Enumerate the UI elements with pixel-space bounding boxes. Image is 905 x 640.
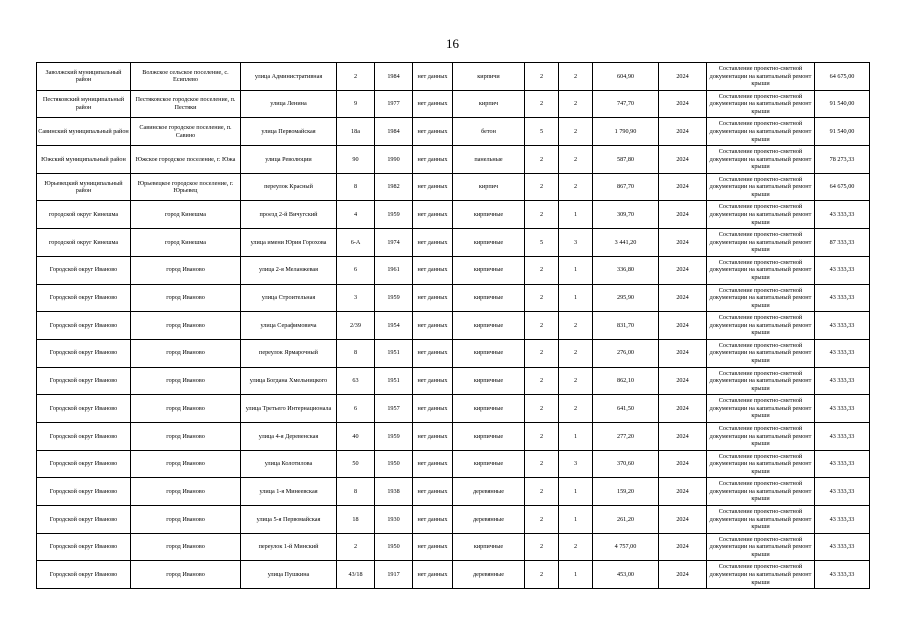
cell-floors: 2 [525, 146, 559, 174]
cell-work-type: Составление проектно-сметной документации на капитальный ремонт крыши [707, 284, 815, 312]
cell-municipality: Городской округ Иваново [37, 339, 131, 367]
cell-municipality: Южский муниципальный район [37, 146, 131, 174]
cell-settlement: город Кинешма [131, 229, 241, 257]
cell-settlement: город Иваново [131, 561, 241, 589]
cell-house: 18а [337, 118, 375, 146]
cell-settlement: город Иваново [131, 395, 241, 423]
cell-cost: 91 540,00 [815, 118, 870, 146]
table-row [37, 450, 870, 478]
cell-area: 862,10 [593, 367, 659, 395]
cell-municipality: Городской округ Иваново [37, 367, 131, 395]
cell-year-plan: 2024 [659, 256, 707, 284]
cell-area: 295,90 [593, 284, 659, 312]
cell-wall-material: кирпичные [453, 229, 525, 257]
cell-settlement: город Иваново [131, 422, 241, 450]
cell-year-plan: 2024 [659, 118, 707, 146]
cell-cost: 43 333,33 [815, 339, 870, 367]
cell-house: 18 [337, 506, 375, 534]
cell-street: улица 2-я Меланжевая [241, 256, 337, 284]
cell-year-plan: 2024 [659, 367, 707, 395]
table-body [37, 63, 870, 589]
cell-floors: 2 [525, 395, 559, 423]
cell-municipality: Городской округ Иваново [37, 533, 131, 561]
cell-street: переулок 1-й Минский [241, 533, 337, 561]
table-row [37, 339, 870, 367]
table-row [37, 478, 870, 506]
cell-year-repair: нет данных [413, 561, 453, 589]
cell-area: 3 441,20 [593, 229, 659, 257]
cell-year-repair: нет данных [413, 422, 453, 450]
cell-house: 90 [337, 146, 375, 174]
cell-year-plan: 2024 [659, 63, 707, 91]
cell-year-plan: 2024 [659, 201, 707, 229]
cell-year-built: 1959 [375, 201, 413, 229]
cell-year-repair: нет данных [413, 339, 453, 367]
cell-street: проезд 2-й Вичугский [241, 201, 337, 229]
cell-street: улица имени Юрия Горохова [241, 229, 337, 257]
cell-cost: 43 333,33 [815, 422, 870, 450]
cell-entrances: 2 [559, 90, 593, 118]
cell-work-type: Составление проектно-сметной документации на капитальный ремонт крыши [707, 146, 815, 174]
cell-area: 1 790,90 [593, 118, 659, 146]
cell-floors: 2 [525, 450, 559, 478]
cell-street: улица Революции [241, 146, 337, 174]
cell-entrances: 1 [559, 256, 593, 284]
cell-work-type: Составление проектно-сметной документации на капитальный ремонт крыши [707, 506, 815, 534]
cell-house: 6 [337, 395, 375, 423]
cell-entrances: 2 [559, 312, 593, 340]
cell-cost: 43 333,33 [815, 256, 870, 284]
cell-floors: 2 [525, 478, 559, 506]
cell-work-type: Составление проектно-сметной документации на капитальный ремонт крыши [707, 118, 815, 146]
cell-cost: 43 333,33 [815, 533, 870, 561]
cell-year-plan: 2024 [659, 506, 707, 534]
table-row [37, 506, 870, 534]
cell-area: 641,50 [593, 395, 659, 423]
cell-settlement: город Иваново [131, 533, 241, 561]
cell-municipality: Городской округ Иваново [37, 422, 131, 450]
cell-year-plan: 2024 [659, 146, 707, 174]
page-number: 16 [446, 36, 459, 51]
cell-work-type: Составление проектно-сметной документации на капитальный ремонт крыши [707, 478, 815, 506]
cell-entrances: 1 [559, 561, 593, 589]
cell-year-repair: нет данных [413, 284, 453, 312]
cell-wall-material: деревянные [453, 561, 525, 589]
table-row [37, 146, 870, 174]
cell-street: переулок Красный [241, 173, 337, 201]
cell-entrances: 2 [559, 367, 593, 395]
cell-year-repair: нет данных [413, 506, 453, 534]
cell-street: улица Третьего Интернационала [241, 395, 337, 423]
cell-year-built: 1984 [375, 63, 413, 91]
table-row [37, 63, 870, 91]
cell-year-plan: 2024 [659, 284, 707, 312]
cell-settlement: город Кинешма [131, 201, 241, 229]
table-row [37, 395, 870, 423]
cell-area: 587,80 [593, 146, 659, 174]
cell-year-repair: нет данных [413, 201, 453, 229]
cell-wall-material: кирпич [453, 90, 525, 118]
cell-cost: 43 333,33 [815, 478, 870, 506]
cell-year-plan: 2024 [659, 478, 707, 506]
cell-municipality: Городской округ Иваново [37, 450, 131, 478]
cell-year-repair: нет данных [413, 312, 453, 340]
cell-street: переулок Ярмарочный [241, 339, 337, 367]
cell-wall-material: кирпич [453, 173, 525, 201]
cell-cost: 64 675,00 [815, 63, 870, 91]
cell-street: улица 4-я Деревенская [241, 422, 337, 450]
cell-street: улица Богдана Хмельницкого [241, 367, 337, 395]
cell-entrances: 1 [559, 506, 593, 534]
cell-municipality: Городской округ Иваново [37, 478, 131, 506]
cell-wall-material: кирпичные [453, 284, 525, 312]
cell-municipality: Городской округ Иваново [37, 256, 131, 284]
cell-municipality: Городской округ Иваново [37, 284, 131, 312]
cell-floors: 2 [525, 339, 559, 367]
cell-street: улица Административная [241, 63, 337, 91]
cell-floors: 2 [525, 506, 559, 534]
cell-year-repair: нет данных [413, 478, 453, 506]
cell-year-plan: 2024 [659, 229, 707, 257]
cell-year-built: 1977 [375, 90, 413, 118]
cell-entrances: 2 [559, 533, 593, 561]
cell-wall-material: кирпичные [453, 395, 525, 423]
cell-settlement: город Иваново [131, 284, 241, 312]
cell-year-built: 1961 [375, 256, 413, 284]
cell-year-built: 1951 [375, 367, 413, 395]
cell-year-built: 1959 [375, 284, 413, 312]
cell-cost: 87 333,33 [815, 229, 870, 257]
cell-year-plan: 2024 [659, 422, 707, 450]
cell-house: 2/39 [337, 312, 375, 340]
cell-entrances: 3 [559, 229, 593, 257]
cell-municipality: Заволжский муниципальный район [37, 63, 131, 91]
cell-year-plan: 2024 [659, 395, 707, 423]
cell-entrances: 2 [559, 118, 593, 146]
cell-entrances: 2 [559, 146, 593, 174]
cell-street: улица Ленина [241, 90, 337, 118]
table-row [37, 90, 870, 118]
cell-house: 50 [337, 450, 375, 478]
cell-settlement: город Иваново [131, 450, 241, 478]
cell-cost: 43 333,33 [815, 284, 870, 312]
cell-cost: 43 333,33 [815, 450, 870, 478]
cell-area: 4 757,00 [593, 533, 659, 561]
cell-year-built: 1917 [375, 561, 413, 589]
cell-street: улица Серафимовича [241, 312, 337, 340]
cell-year-built: 1982 [375, 173, 413, 201]
cell-year-repair: нет данных [413, 367, 453, 395]
cell-work-type: Составление проектно-сметной документации на капитальный ремонт крыши [707, 256, 815, 284]
cell-area: 453,00 [593, 561, 659, 589]
cell-wall-material: кирпичные [453, 339, 525, 367]
table-row [37, 118, 870, 146]
cell-area: 604,90 [593, 63, 659, 91]
cell-entrances: 2 [559, 63, 593, 91]
cell-wall-material: панельные [453, 146, 525, 174]
cell-floors: 2 [525, 90, 559, 118]
cell-cost: 43 333,33 [815, 201, 870, 229]
cell-cost: 43 333,33 [815, 506, 870, 534]
cell-entrances: 2 [559, 339, 593, 367]
cell-area: 276,00 [593, 339, 659, 367]
cell-settlement: город Иваново [131, 367, 241, 395]
cell-work-type: Составление проектно-сметной документации на капитальный ремонт крыши [707, 367, 815, 395]
cell-year-plan: 2024 [659, 561, 707, 589]
capital-repair-table [36, 62, 870, 589]
cell-year-repair: нет данных [413, 395, 453, 423]
cell-house: 6-А [337, 229, 375, 257]
cell-entrances: 2 [559, 173, 593, 201]
table-row [37, 229, 870, 257]
cell-municipality: Пестяковский муниципальный район [37, 90, 131, 118]
cell-year-repair: нет данных [413, 173, 453, 201]
cell-year-plan: 2024 [659, 533, 707, 561]
cell-year-built: 1990 [375, 146, 413, 174]
table-row [37, 284, 870, 312]
cell-municipality: Савинский муниципальный район [37, 118, 131, 146]
cell-street: улица Колотилова [241, 450, 337, 478]
cell-entrances: 2 [559, 395, 593, 423]
cell-year-plan: 2024 [659, 173, 707, 201]
table-row [37, 367, 870, 395]
cell-year-built: 1984 [375, 118, 413, 146]
cell-floors: 2 [525, 422, 559, 450]
cell-year-built: 1951 [375, 339, 413, 367]
cell-year-built: 1957 [375, 395, 413, 423]
cell-year-repair: нет данных [413, 256, 453, 284]
cell-house: 9 [337, 90, 375, 118]
cell-work-type: Составление проектно-сметной документации на капитальный ремонт крыши [707, 422, 815, 450]
cell-year-built: 1950 [375, 450, 413, 478]
cell-wall-material: кирпичные [453, 256, 525, 284]
cell-municipality: Городской округ Иваново [37, 561, 131, 589]
cell-floors: 5 [525, 118, 559, 146]
cell-year-repair: нет данных [413, 533, 453, 561]
cell-entrances: 1 [559, 284, 593, 312]
cell-area: 370,60 [593, 450, 659, 478]
cell-entrances: 1 [559, 422, 593, 450]
table-row [37, 533, 870, 561]
capital-repair-table-wrapper [36, 62, 869, 589]
cell-cost: 78 273,33 [815, 146, 870, 174]
table-row [37, 201, 870, 229]
cell-year-built: 1950 [375, 533, 413, 561]
cell-work-type: Составление проектно-сметной документации на капитальный ремонт крыши [707, 173, 815, 201]
cell-work-type: Составление проектно-сметной документации на капитальный ремонт крыши [707, 201, 815, 229]
cell-settlement: Пестяковское городское поселение, п. Пестяки [131, 90, 241, 118]
cell-street: улица Пушкина [241, 561, 337, 589]
cell-floors: 2 [525, 201, 559, 229]
cell-settlement: город Иваново [131, 339, 241, 367]
cell-house: 43/18 [337, 561, 375, 589]
table-row [37, 256, 870, 284]
cell-wall-material: кирпичные [453, 533, 525, 561]
cell-municipality: городской округ Кинешма [37, 229, 131, 257]
cell-settlement: город Иваново [131, 312, 241, 340]
cell-work-type: Составление проектно-сметной документации на капитальный ремонт крыши [707, 63, 815, 91]
cell-year-repair: нет данных [413, 450, 453, 478]
cell-house: 2 [337, 63, 375, 91]
cell-work-type: Составление проектно-сметной документации на капитальный ремонт крыши [707, 450, 815, 478]
cell-area: 309,70 [593, 201, 659, 229]
cell-area: 336,80 [593, 256, 659, 284]
cell-entrances: 1 [559, 478, 593, 506]
cell-street: улица 1-я Минеевская [241, 478, 337, 506]
cell-cost: 43 333,33 [815, 395, 870, 423]
cell-floors: 2 [525, 312, 559, 340]
cell-area: 867,70 [593, 173, 659, 201]
cell-house: 4 [337, 201, 375, 229]
cell-floors: 2 [525, 367, 559, 395]
cell-house: 63 [337, 367, 375, 395]
cell-year-built: 1930 [375, 506, 413, 534]
cell-work-type: Составление проектно-сметной документации на капитальный ремонт крыши [707, 561, 815, 589]
table-row [37, 173, 870, 201]
cell-house: 3 [337, 284, 375, 312]
cell-wall-material: кирпичные [453, 422, 525, 450]
cell-entrances: 3 [559, 450, 593, 478]
cell-wall-material: кирпичные [453, 201, 525, 229]
cell-floors: 2 [525, 533, 559, 561]
cell-year-built: 1954 [375, 312, 413, 340]
cell-year-plan: 2024 [659, 312, 707, 340]
cell-municipality: Юрьевецкий муниципальный район [37, 173, 131, 201]
cell-work-type: Составление проектно-сметной документации на капитальный ремонт крыши [707, 533, 815, 561]
cell-settlement: город Иваново [131, 478, 241, 506]
cell-floors: 2 [525, 173, 559, 201]
cell-municipality: Городской округ Иваново [37, 506, 131, 534]
cell-wall-material: кирпичные [453, 312, 525, 340]
table-row [37, 312, 870, 340]
cell-year-built: 1959 [375, 422, 413, 450]
cell-cost: 43 333,33 [815, 367, 870, 395]
cell-street: улица Строительная [241, 284, 337, 312]
table-row [37, 422, 870, 450]
cell-year-built: 1974 [375, 229, 413, 257]
cell-house: 2 [337, 533, 375, 561]
cell-year-repair: нет данных [413, 118, 453, 146]
cell-work-type: Составление проектно-сметной документации на капитальный ремонт крыши [707, 339, 815, 367]
cell-settlement: Савинское городское поселение, п. Савино [131, 118, 241, 146]
table-row [37, 561, 870, 589]
cell-area: 261,20 [593, 506, 659, 534]
cell-year-plan: 2024 [659, 339, 707, 367]
cell-settlement: Волжское сельское поселение, с. Есиплево [131, 63, 241, 91]
cell-year-built: 1938 [375, 478, 413, 506]
cell-wall-material: бетон [453, 118, 525, 146]
cell-municipality: Городской округ Иваново [37, 312, 131, 340]
cell-year-plan: 2024 [659, 450, 707, 478]
cell-floors: 5 [525, 229, 559, 257]
cell-wall-material: деревянные [453, 478, 525, 506]
cell-floors: 2 [525, 256, 559, 284]
cell-work-type: Составление проектно-сметной документации на капитальный ремонт крыши [707, 229, 815, 257]
cell-area: 277,20 [593, 422, 659, 450]
cell-street: улица 5-я Первомайская [241, 506, 337, 534]
cell-settlement: Южское городское поселение, г. Южа [131, 146, 241, 174]
cell-work-type: Составление проектно-сметной документации на капитальный ремонт крыши [707, 90, 815, 118]
cell-cost: 64 675,00 [815, 173, 870, 201]
cell-house: 40 [337, 422, 375, 450]
cell-wall-material: деревянные [453, 506, 525, 534]
cell-settlement: Юрьевецкое городское поселение, г. Юрьевец [131, 173, 241, 201]
cell-year-repair: нет данных [413, 63, 453, 91]
cell-municipality: Городской округ Иваново [37, 395, 131, 423]
cell-area: 747,70 [593, 90, 659, 118]
cell-wall-material: кирпичные [453, 450, 525, 478]
cell-street: улица Первомайская [241, 118, 337, 146]
cell-year-plan: 2024 [659, 90, 707, 118]
cell-municipality: городской округ Кинешма [37, 201, 131, 229]
cell-floors: 2 [525, 63, 559, 91]
cell-area: 159,20 [593, 478, 659, 506]
cell-house: 8 [337, 478, 375, 506]
cell-work-type: Составление проектно-сметной документации на капитальный ремонт крыши [707, 395, 815, 423]
cell-house: 8 [337, 173, 375, 201]
cell-cost: 43 333,33 [815, 561, 870, 589]
cell-wall-material: кирпичные [453, 367, 525, 395]
cell-year-repair: нет данных [413, 90, 453, 118]
cell-floors: 2 [525, 561, 559, 589]
cell-cost: 91 540,00 [815, 90, 870, 118]
cell-work-type: Составление проектно-сметной документации на капитальный ремонт крыши [707, 312, 815, 340]
cell-floors: 2 [525, 284, 559, 312]
cell-cost: 43 333,33 [815, 312, 870, 340]
cell-area: 831,70 [593, 312, 659, 340]
cell-settlement: город Иваново [131, 256, 241, 284]
cell-house: 6 [337, 256, 375, 284]
cell-settlement: город Иваново [131, 506, 241, 534]
cell-wall-material: кирпичи [453, 63, 525, 91]
cell-house: 8 [337, 339, 375, 367]
cell-entrances: 1 [559, 201, 593, 229]
cell-year-repair: нет данных [413, 229, 453, 257]
cell-year-repair: нет данных [413, 146, 453, 174]
